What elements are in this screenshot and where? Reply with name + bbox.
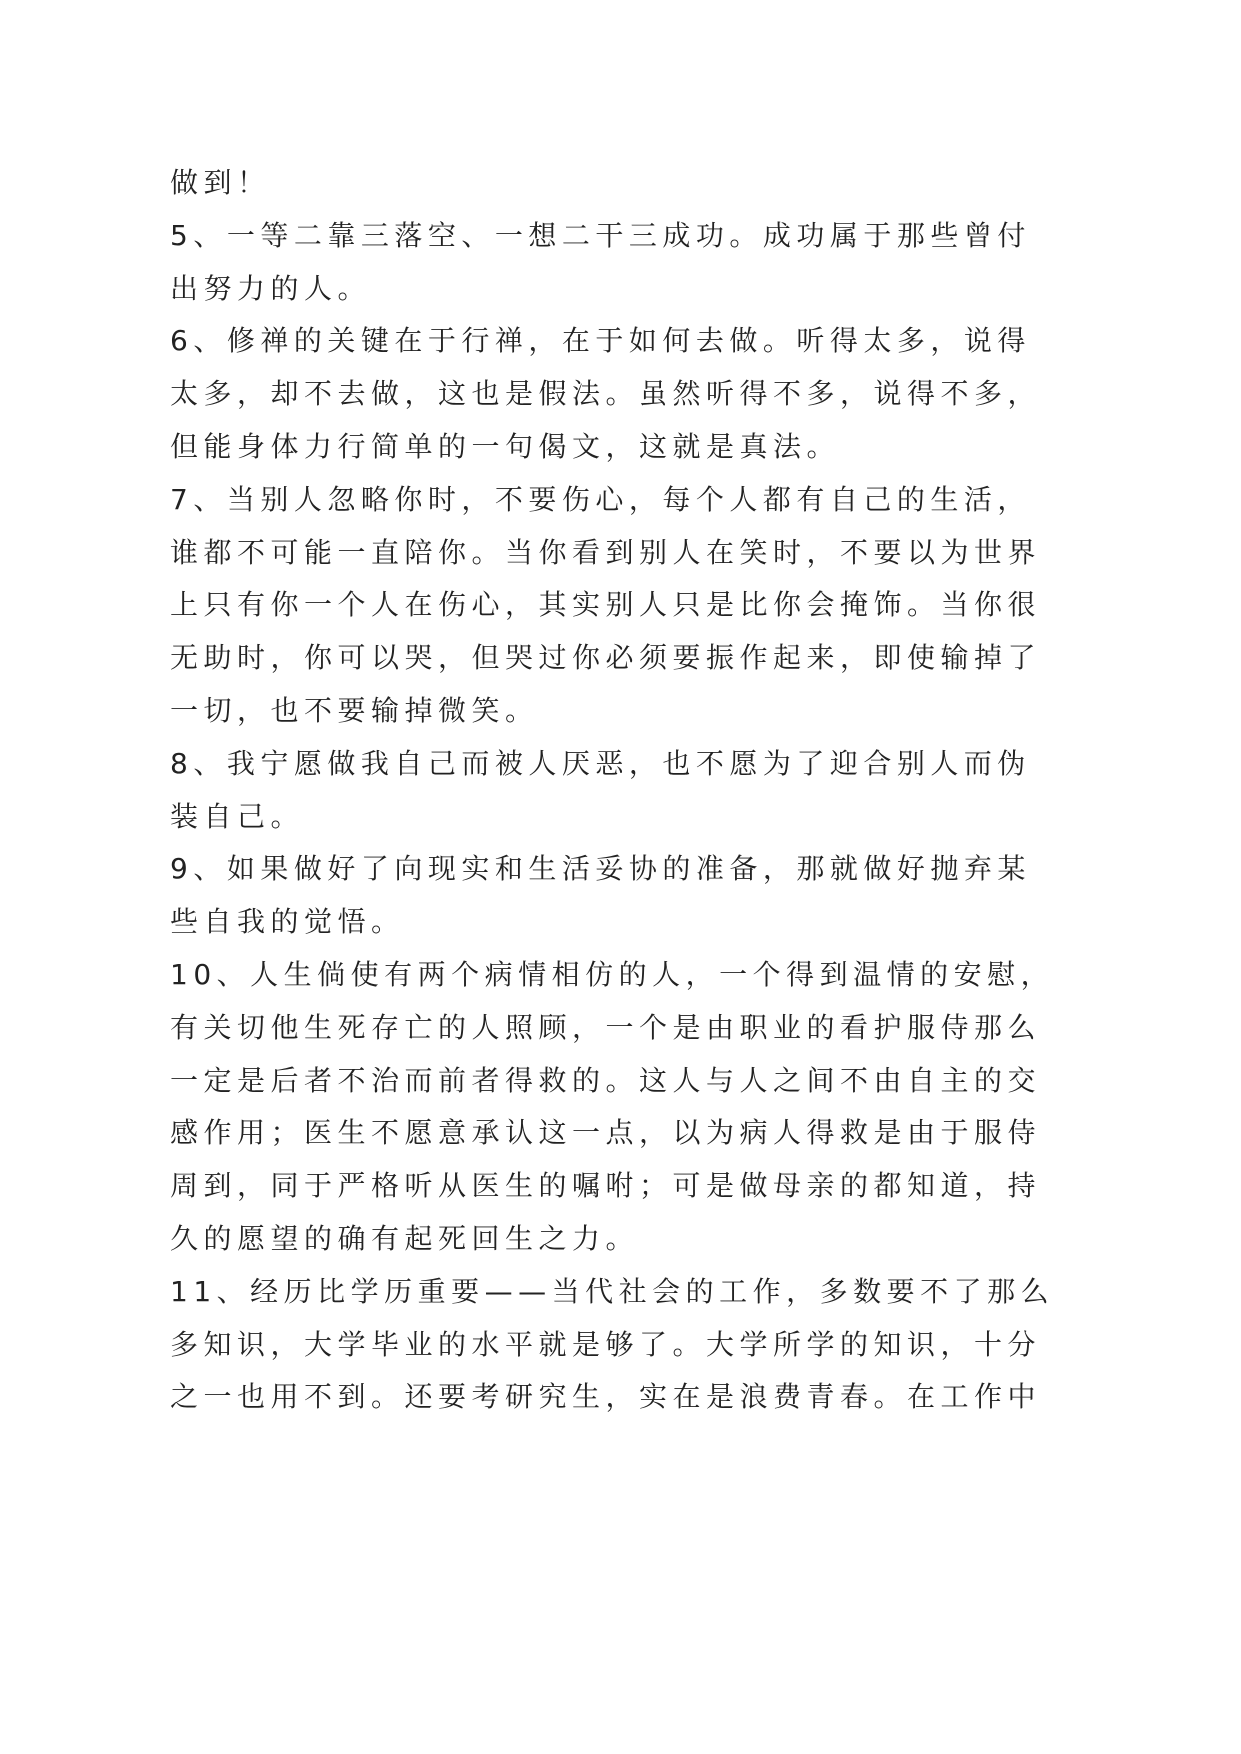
text-line: 上只有你一个人在伤心，其实别人只是比你会掩饰。当你很 (170, 588, 1042, 622)
text-line: 9、如果做好了向现实和生活妥协的准备，那就做好抛弃某 (170, 852, 1031, 886)
text-line: 出努力的人。 (170, 271, 372, 305)
text-line: 5、一等二靠三落空、一想二干三成功。成功属于那些曾付 (170, 218, 1031, 252)
text-line: 感作用；医生不愿意承认这一点，以为病人得救是由于服侍 (170, 1116, 1042, 1150)
text-line: 装自己。 (170, 799, 305, 833)
paragraph-continuation (170, 157, 1070, 210)
text-line: 周到，同于严格听从医生的嘱咐；可是做母亲的都知道，持 (170, 1169, 1042, 1203)
text-line: 之一也用不到。还要考研究生，实在是浪费青春。在工作中 (170, 1380, 1042, 1414)
paragraph-item-10 (170, 949, 1070, 1266)
text-line: 但能身体力行简单的一句偈文，这就是真法。 (170, 429, 841, 463)
text-line: 久的愿望的确有起死回生之力。 (170, 1221, 640, 1255)
document-body (170, 157, 1070, 1424)
text-line: 11、经历比学历重要——当代社会的工作，多数要不了那么 (170, 1274, 1055, 1308)
text-line: 太多，却不去做，这也是假法。虽然听得不多，说得不多， (170, 377, 1042, 411)
text-line: 些自我的觉悟。 (170, 905, 405, 939)
text-line: 8、我宁愿做我自己而被人厌恶，也不愿为了迎合别人而伪 (170, 746, 1031, 780)
text-line: 无助时，你可以哭，但哭过你必须要振作起来，即使输掉了 (170, 641, 1042, 675)
paragraph-item-11 (170, 1266, 1070, 1424)
text-line: 一定是后者不治而前者得救的。这人与人之间不由自主的交 (170, 1063, 1042, 1097)
paragraph-item-9 (170, 843, 1070, 949)
paragraph-item-5 (170, 210, 1070, 316)
text-line: 做到！ (170, 166, 271, 199)
text-line: 7、当别人忽略你时，不要伤心，每个人都有自己的生活， (170, 482, 1031, 516)
text-line: 多知识，大学毕业的水平就是够了。大学所学的知识，十分 (170, 1327, 1042, 1361)
text-line: 一切，也不要输掉微笑。 (170, 693, 539, 727)
paragraph-item-8 (170, 738, 1070, 844)
text-line: 6、修禅的关键在于行禅，在于如何去做。听得太多，说得 (170, 324, 1031, 358)
text-line: 10、人生倘使有两个病情相仿的人，一个得到温情的安慰， (170, 957, 1055, 991)
paragraph-item-7 (170, 474, 1070, 738)
text-line: 谁都不可能一直陪你。当你看到别人在笑时，不要以为世界 (170, 535, 1042, 569)
text-line: 有关切他生死存亡的人照顾，一个是由职业的看护服侍那么 (170, 1010, 1042, 1044)
paragraph-item-6 (170, 315, 1070, 473)
